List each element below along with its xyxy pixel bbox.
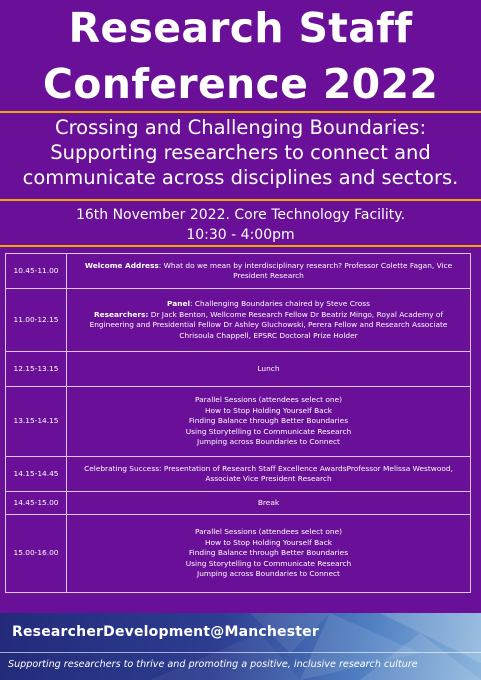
agenda-session <box>67 387 471 457</box>
agenda-row <box>6 492 471 515</box>
agenda-time: 14.15-14.45 <box>6 457 67 492</box>
accent-rule-top <box>0 111 481 113</box>
session-option: Using Storytelling to Communicate Research <box>185 426 352 436</box>
session-option: Using Storytelling to Communicate Research <box>185 558 352 568</box>
footer-divider <box>0 652 481 653</box>
agenda-row <box>6 515 471 593</box>
agenda-time: 11.00-12.15 <box>6 289 67 352</box>
session-option: How to Stop Holding Yourself Back <box>204 537 333 547</box>
session-lead: Panel <box>167 299 191 308</box>
session-text: Lunch <box>257 363 280 373</box>
agenda-row <box>6 254 471 289</box>
title-line-1: Research Staff <box>68 4 413 52</box>
session-option: Jumping across Boundaries to Connect <box>197 569 340 579</box>
footer-banner <box>0 613 481 680</box>
session-lead: Welcome Address <box>84 260 159 270</box>
title-line-2: Conference 2022 <box>42 60 439 108</box>
event-time: 10:30 - 4:00pm <box>186 227 295 243</box>
conference-subtitle: Crossing and Challenging Boundaries: Supporting researchers to connect and communicate across disciplines and sectors. <box>22 116 459 189</box>
accent-rule-bottom <box>0 245 481 247</box>
agenda-time: 14.45-15.00 <box>6 492 67 515</box>
agenda-row <box>6 352 471 387</box>
agenda-row <box>6 289 471 352</box>
agenda-session <box>67 457 471 492</box>
agenda-session <box>67 492 471 515</box>
agenda-time: 12.15-13.15 <box>6 352 67 387</box>
footer-tagline: Supporting researchers to thrive and promoting a positive, inclusive research culture <box>8 659 418 670</box>
session-text: Parallel Sessions (attendees select one) <box>194 527 343 537</box>
event-date-location: 16th November 2022. Core Technology Facility. <box>75 207 406 223</box>
event-details <box>0 205 481 245</box>
agenda-session <box>67 254 471 289</box>
agenda-session <box>67 515 471 593</box>
accent-rule-middle <box>0 199 481 201</box>
session-text: Dr Jack Benton, Wellcome Research Fellow Dr Beatriz Mingo, Royal Academy of Engineering and Presidential Fellow Dr Ashley Gluchowski, Perera Fellow and Research Associate Chrisoula Chappell, EPSRC Doctoral Prize Holder <box>89 309 448 340</box>
conference-title <box>0 0 481 112</box>
session-text: Break <box>257 497 280 507</box>
session-lead-researchers: Researchers: <box>93 309 149 319</box>
agenda-session <box>67 289 471 352</box>
session-option: Finding Balance through Better Boundaries <box>188 416 349 426</box>
agenda-session <box>67 352 471 387</box>
agenda-time: 10.45-11.00 <box>6 254 67 289</box>
session-option: How to Stop Holding Yourself Back <box>204 405 333 415</box>
agenda-row <box>6 387 471 457</box>
session-option: Jumping across Boundaries to Connect <box>197 437 340 447</box>
org-name: ResearcherDevelopment@Manchester <box>12 624 319 640</box>
session-text: : What do we mean by interdisciplinary research? Professor Colette Fagan, Vice President Research <box>158 260 453 280</box>
agenda-row <box>6 457 471 492</box>
agenda-table <box>5 253 471 593</box>
session-option: Finding Balance through Better Boundaries <box>188 548 349 558</box>
agenda-time: 13.15-14.15 <box>6 387 67 457</box>
session-text: Parallel Sessions (attendees select one) <box>194 395 343 405</box>
agenda-time: 15.00-16.00 <box>6 515 67 593</box>
session-text: Celebrating Success: Presentation of Research Staff Excellence AwardsProfessor Melissa Westwood, Associate Vice President Research <box>84 463 453 483</box>
session-text: : Challenging Boundaries chaired by Steve Cross <box>190 299 370 308</box>
